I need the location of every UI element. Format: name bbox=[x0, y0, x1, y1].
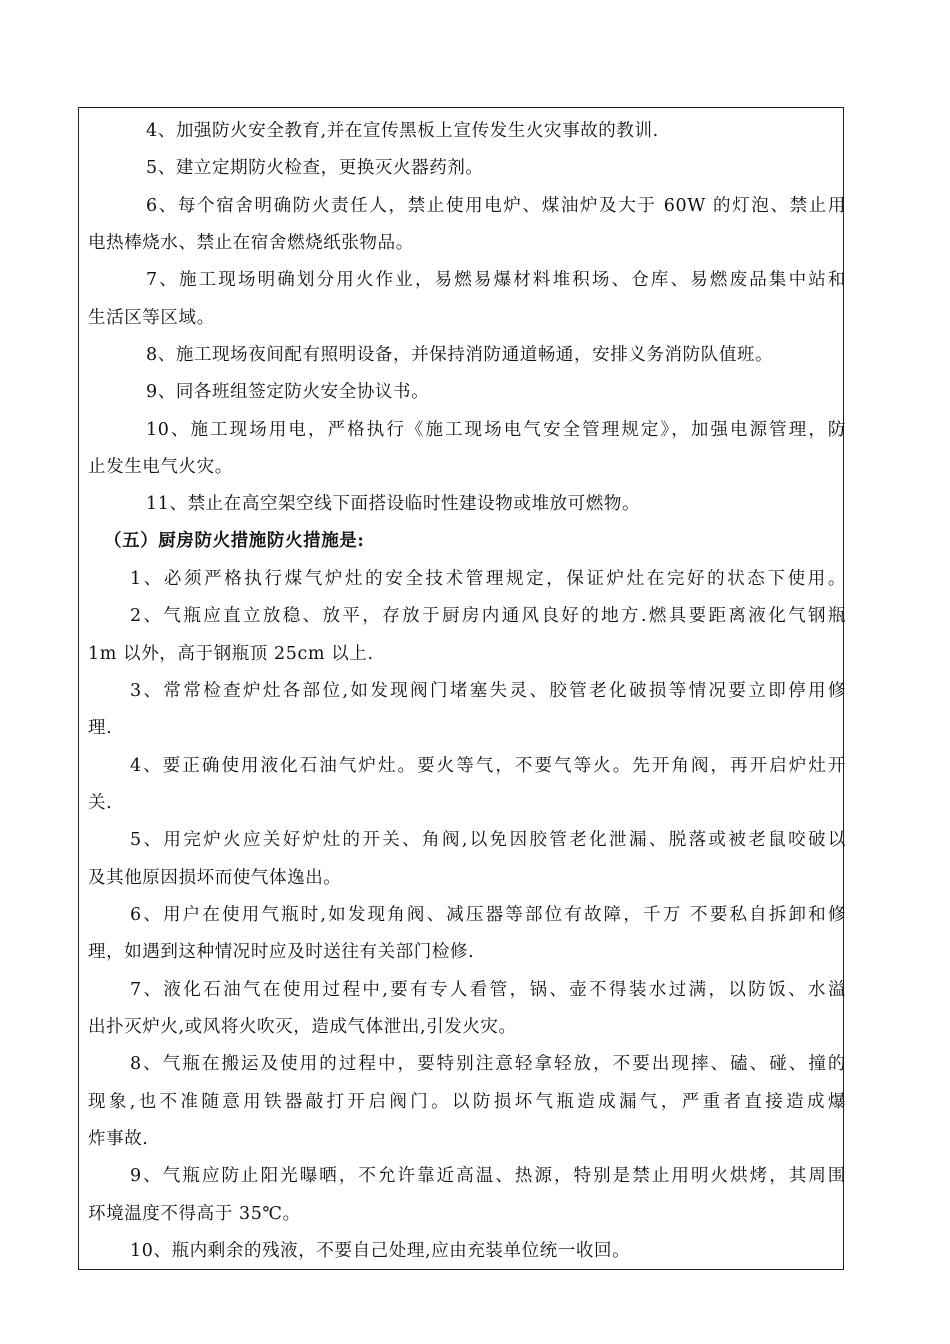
item-11-line-1: 11、禁止在高空架空线下面搭设临时性建设物或堆放可燃物。 bbox=[146, 494, 641, 514]
item-5-line-1: 5、建立定期防火检查，更换灭火器药剂。 bbox=[146, 158, 484, 178]
item-7-line-1: 7、施工现场明确划分用火作业，易燃易爆材料堆积场、仓库、易燃废品集中站和 bbox=[146, 270, 846, 290]
kitchen-item-1-line-1: 1、必须严格执行煤气炉灶的安全技术管理规定，保证炉灶在完好的状态下使用。 bbox=[130, 569, 846, 589]
item-7-line-2: 生活区等区域。 bbox=[88, 308, 215, 328]
kitchen-item-4-line-2: 关. bbox=[88, 793, 113, 813]
kitchen-item-8-line-1: 8、气瓶在搬运及使用的过程中，要特别注意轻拿轻放，不要出现摔、磕、碰、撞的 bbox=[130, 1054, 846, 1074]
item-10-line-2: 止发生电气火灾。 bbox=[88, 457, 233, 477]
item-8-line-1: 8、施工现场夜间配有照明设备，并保持消防通道畅通，安排义务消防队值班。 bbox=[146, 345, 774, 365]
kitchen-item-3-line-2: 理. bbox=[88, 718, 113, 738]
kitchen-item-9-line-2: 环境温度不得高于 35℃。 bbox=[88, 1204, 301, 1224]
kitchen-item-2-line-1: 2、气瓶应直立放稳、放平，存放于厨房内通风良好的地方.燃具要距离液化气钢瓶 bbox=[130, 606, 846, 626]
kitchen-section-heading: （五）厨房防火措施防火措施是: bbox=[104, 531, 365, 551]
kitchen-item-4-line-1: 4、要正确使用液化石油气炉灶。要火等气，不要气等火。先开角阀，再开启炉灶开 bbox=[130, 756, 846, 776]
kitchen-item-8-line-2: 现象,也不准随意用铁器敲打开启阀门。以防损坏气瓶造成漏气，严重者直接造成爆 bbox=[88, 1092, 846, 1112]
kitchen-item-7-line-2: 出扑灭炉火,或风将火吹灭，造成气体泄出,引发火灾。 bbox=[88, 1017, 517, 1037]
kitchen-item-5-line-1: 5、用完炉火应关好炉灶的开关、角阀,以免因胶管老化泄漏、脱落或被老鼠咬破以 bbox=[130, 830, 846, 850]
kitchen-item-7-line-1: 7、液化石油气在使用过程中,要有专人看管，锅、壶不得装水过满，以防饭、水溢 bbox=[130, 980, 846, 1000]
kitchen-item-6-line-1: 6、用户在使用气瓶时,如发现角阀、减压器等部位有故障，千万 不要私自拆卸和修 bbox=[130, 905, 846, 925]
kitchen-item-8-line-3: 炸事故. bbox=[88, 1129, 149, 1149]
kitchen-item-5-line-2: 及其他原因损坏而使气体逸出。 bbox=[88, 868, 342, 888]
kitchen-item-9-line-1: 9、气瓶应防止阳光曝晒，不允许靠近高温、热源，特别是禁止用明火烘烤，其周围 bbox=[130, 1166, 846, 1186]
kitchen-item-6-line-2: 理，如遇到这种情况时应及时送往有关部门检修. bbox=[88, 942, 475, 962]
item-9-line-1: 9、同各班组签定防火安全协议书。 bbox=[146, 382, 430, 402]
item-4-line-1: 4、加强防火安全教育,并在宣传黑板上宣传发生火灾事故的教训. bbox=[146, 121, 659, 141]
item-6-line-2: 电热棒烧水、禁止在宿舍燃烧纸张物品。 bbox=[88, 233, 414, 253]
kitchen-item-3-line-1: 3、常常检查炉灶各部位,如发现阀门堵塞失灵、胶管老化破损等情况要立即停用修 bbox=[130, 681, 846, 701]
item-10-line-1: 10、施工现场用电，严格执行《施工现场电气安全管理规定》，加强电源管理，防 bbox=[146, 420, 846, 440]
kitchen-item-10-line-1: 10、瓶内剩余的残液，不要自己处理,应由充装单位统一收回。 bbox=[130, 1241, 631, 1261]
item-6-line-1: 6、每个宿舍明确防火责任人，禁止使用电炉、煤油炉及大于 60W 的灯泡、禁止用 bbox=[146, 196, 846, 216]
kitchen-item-2-line-2: 1m 以外，高于钢瓶顶 25cm 以上. bbox=[88, 644, 374, 664]
